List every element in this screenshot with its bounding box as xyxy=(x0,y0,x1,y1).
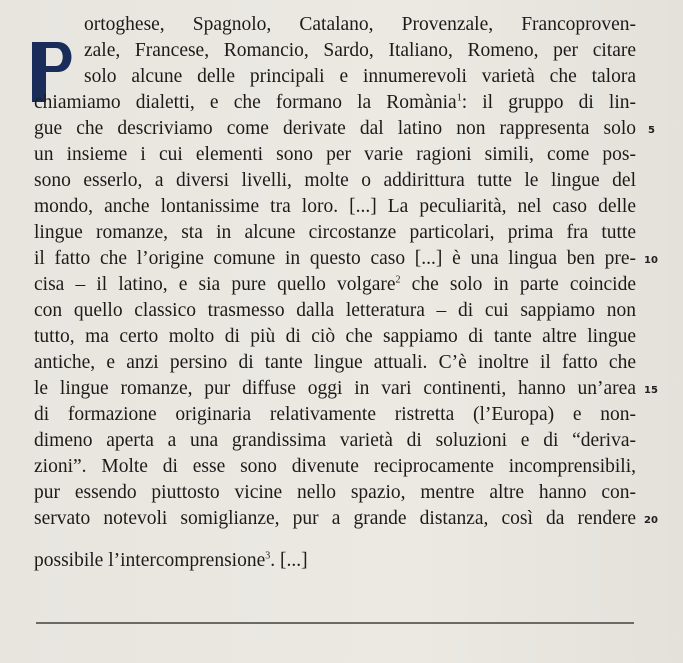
footnote-divider xyxy=(36,622,634,624)
text-line: antiche, e anzi persino di tante lingue attuali. C’è inoltre il fatto che xyxy=(34,352,636,373)
text-line: il fatto che l’origine comune in questo caso [...] è una lingua ben pre- xyxy=(34,248,636,269)
footnote-ref: 1 xyxy=(456,92,462,104)
line-number: 15 xyxy=(644,385,658,396)
text-line: tutto, ma certo molto di più di ciò che sappiamo di tante altre lingue xyxy=(34,326,636,347)
text-line: zale, Francese, Romancio, Sardo, Italiano, Romeno, per citare xyxy=(84,40,636,61)
text-line: di formazione originaria relativamente ristretta (l’Europa) e non- xyxy=(34,404,636,425)
text-line: con quello classico trasmesso dalla letteratura – di cui sappiamo non xyxy=(34,300,636,321)
line-number: 20 xyxy=(644,515,658,526)
footnote-ref: 2 xyxy=(395,274,401,286)
text-line: gue che descriviamo come derivate dal latino non rappresenta solo xyxy=(34,118,636,139)
text-line: solo alcune delle principali e innumerevoli varietà che talora xyxy=(84,66,636,87)
text-line: ortoghese, Spagnolo, Catalano, Provenzale, Francoproven- xyxy=(84,14,636,35)
text-line: mondo, anche lontanissime tra loro. [...] La peculiarità, nel caso delle xyxy=(34,196,636,217)
line-number: 5 xyxy=(648,125,655,136)
text-line: cisa – il latino, e sia pure quello volgare$^2$ che solo in parte coincide xyxy=(34,274,636,295)
footnote-ref: 3 xyxy=(265,550,271,562)
text-line: zioni”. Molte di esse sono divenute reciprocamente incomprensibili, xyxy=(34,456,636,477)
text-line: chiamiamo dialetti, e che formano la Romània$^1$: il gruppo di lin- xyxy=(34,92,636,113)
text-line: lingue romanze, sta in alcune circostanze particolari, prima fra tutte xyxy=(34,222,636,243)
text-line: servato notevoli somiglianze, pur a grande distanza, così da rendere xyxy=(34,508,636,529)
text-line: le lingue romanze, pur diffuse oggi in vari continenti, hanno un’area xyxy=(34,378,636,399)
text-line: un insieme i cui elementi sono per varie ragioni simili, come pos- xyxy=(34,144,636,165)
text-line: dimeno aperta a una grandissima varietà di soluzioni e di “deriva- xyxy=(34,430,636,451)
line-number: 10 xyxy=(644,255,658,266)
text-line: pur essendo piuttosto vicine nello spazio, mentre altre hanno con- xyxy=(34,482,636,503)
text-line: possibile l’intercomprensione$^3$. [...] xyxy=(34,550,308,571)
text-line: sono esserlo, a diversi livelli, molte o addirittura tutte le lingue del xyxy=(34,170,636,191)
